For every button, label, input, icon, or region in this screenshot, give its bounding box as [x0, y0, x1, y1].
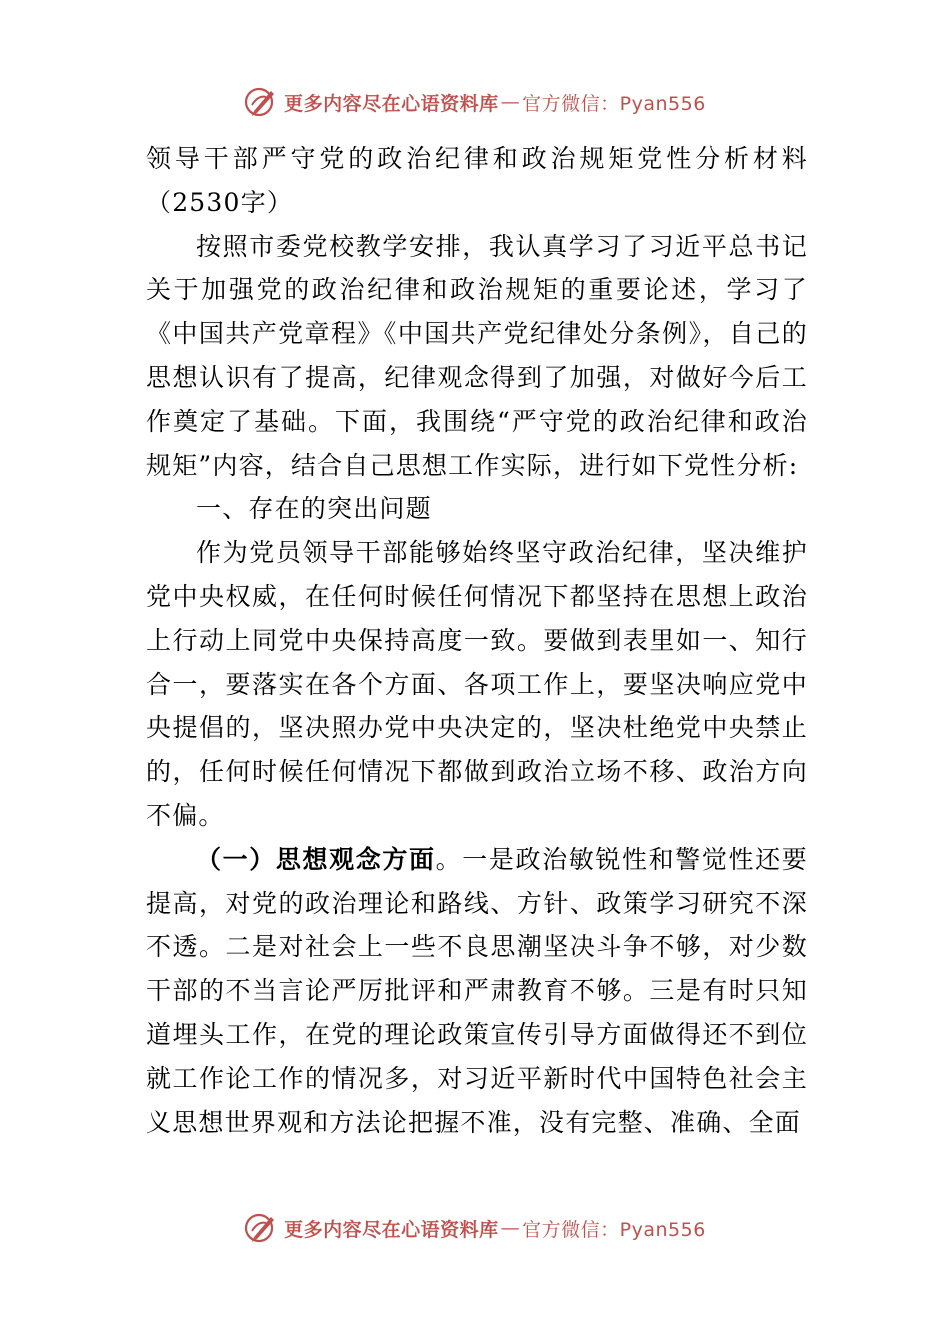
subsection-paragraph [146, 838, 808, 1145]
pen-logo-icon [244, 1211, 278, 1245]
watermark-separator: — [500, 91, 521, 113]
header-watermark [0, 82, 950, 122]
intro-paragraph: 按照市委党校教学安排，我认真学习了习近平总书记关于加强党的政治纪律和政治规矩的重要论述，学习了《中国共产党章程》《中国共产党纪律处分条例》，自己的思想认识有了提高，纪律观念得到了加强，对做好今后工作奠定了基础。下面，我围绕“严守党的政治纪律和政治规矩”内容，结合自己思想工作实际，进行如下党性分析: [146, 231, 808, 480]
watermark-text: 更多内容尽在心语资料库 [284, 1218, 499, 1241]
pen-logo-icon [244, 85, 278, 119]
document-title: 领导干部严守党的政治纪律和政治规矩党性分析材料（2530字） [146, 144, 808, 217]
subsection-body: 。一是政治敏锐性和警觉性还要提高，对党的政治理论和路线、方针、政策学习研究不深不透。二是对社会上一些不良思潮坚决斗争不够，对少数干部的不当言论严厉批评和严肃教育不够。三是有时只知道埋头工作，在党的理论政策宣传引导方面做得还不到位就工作论工作的情况多，对习近平新时代中国特色社会主义思想世界观和方法论把握不准，没有完整、准确、全面 [146, 844, 808, 1137]
section-heading: 一、存在的突出问题 [196, 494, 432, 524]
footer-watermark [0, 1208, 950, 1248]
document-body [146, 137, 808, 1144]
watermark-contact: 官方微信：Pyan556 [522, 92, 706, 115]
subsection-heading: （一）思想观念方面 [196, 844, 436, 874]
body-paragraph: 作为党员领导干部能够始终坚守政治纪律，坚决维护党中央权威，在任何时候任何情况下都坚持在思想上政治上行动上同党中央保持高度一致。要做到表里如一、知行合一，要落实在各个方面、各项工作上，要坚决响应党中央提倡的，坚决照办党中央决定的，坚决杜绝党中央禁止的，任何时候任何情况下都做到政治立场不移、政治方向不偏。 [146, 538, 808, 830]
watermark-text: 更多内容尽在心语资料库 [284, 92, 499, 115]
watermark-contact: 官方微信：Pyan556 [522, 1218, 706, 1241]
watermark-separator: — [500, 1217, 521, 1239]
